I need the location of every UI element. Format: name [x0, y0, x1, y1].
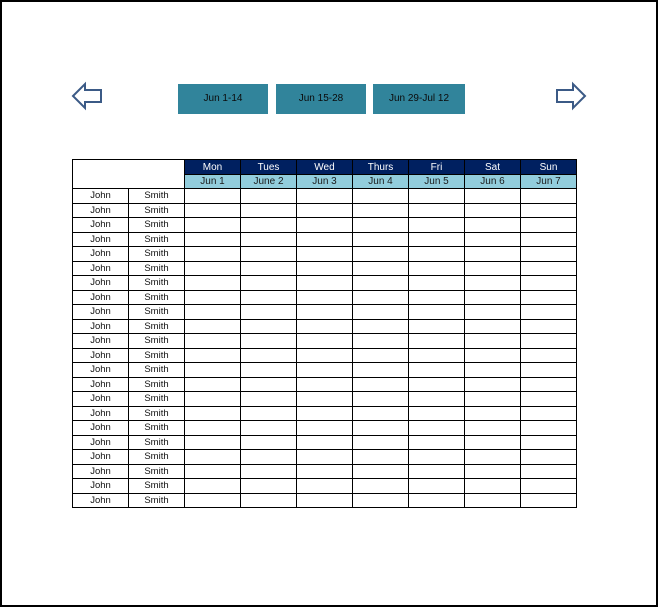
- shift-cell[interactable]: [185, 232, 241, 247]
- shift-cell[interactable]: [353, 363, 409, 378]
- shift-cell[interactable]: [241, 392, 297, 407]
- shift-cell[interactable]: [185, 348, 241, 363]
- shift-cell[interactable]: [409, 406, 465, 421]
- employee-row: [73, 435, 577, 450]
- shift-cell[interactable]: [521, 493, 577, 508]
- first-name-cell: John: [73, 247, 129, 262]
- first-name-cell: John: [73, 450, 129, 465]
- shift-cell[interactable]: [185, 305, 241, 320]
- shift-cell[interactable]: [409, 377, 465, 392]
- shift-cell[interactable]: [185, 247, 241, 262]
- shift-cell[interactable]: [185, 276, 241, 291]
- shift-cell[interactable]: [185, 377, 241, 392]
- shift-cell[interactable]: [353, 421, 409, 436]
- first-name-cell: John: [73, 406, 129, 421]
- shift-cell[interactable]: [185, 319, 241, 334]
- employee-row: [73, 450, 577, 465]
- shift-cell[interactable]: [465, 232, 521, 247]
- employee-row: [73, 319, 577, 334]
- last-name-cell: Smith: [129, 421, 185, 436]
- last-name-cell: Smith: [129, 435, 185, 450]
- shift-cell[interactable]: [297, 392, 353, 407]
- shift-cell[interactable]: [521, 479, 577, 494]
- shift-cell[interactable]: [521, 218, 577, 233]
- shift-cell[interactable]: [241, 334, 297, 349]
- day-header: Fri: [409, 160, 465, 175]
- shift-cell[interactable]: [241, 377, 297, 392]
- shift-cell[interactable]: [465, 261, 521, 276]
- shift-cell[interactable]: [465, 435, 521, 450]
- first-name-cell: John: [73, 464, 129, 479]
- first-name-cell: John: [73, 348, 129, 363]
- shift-cell[interactable]: [353, 319, 409, 334]
- day-header: Mon: [185, 160, 241, 175]
- shift-cell[interactable]: [521, 305, 577, 320]
- shift-cell[interactable]: [297, 348, 353, 363]
- shift-cell[interactable]: [241, 218, 297, 233]
- employee-row: [73, 406, 577, 421]
- shift-cell[interactable]: [241, 290, 297, 305]
- shift-cell[interactable]: [353, 276, 409, 291]
- last-name-cell: Smith: [129, 334, 185, 349]
- shift-cell[interactable]: [353, 464, 409, 479]
- shift-cell[interactable]: [465, 276, 521, 291]
- last-name-cell: Smith: [129, 261, 185, 276]
- shift-cell[interactable]: [465, 348, 521, 363]
- last-name-cell: Smith: [129, 276, 185, 291]
- last-name-cell: Smith: [129, 406, 185, 421]
- date-header: Jun 1: [185, 175, 241, 189]
- shift-cell[interactable]: [465, 319, 521, 334]
- shift-cell[interactable]: [241, 189, 297, 204]
- employee-row: [73, 305, 577, 320]
- shift-cell[interactable]: [185, 218, 241, 233]
- first-name-cell: John: [73, 377, 129, 392]
- shift-cell[interactable]: [353, 479, 409, 494]
- shift-cell[interactable]: [521, 392, 577, 407]
- shift-cell[interactable]: [409, 189, 465, 204]
- shift-cell[interactable]: [521, 290, 577, 305]
- first-name-cell: John: [73, 189, 129, 204]
- shift-cell[interactable]: [241, 464, 297, 479]
- shift-cell[interactable]: [465, 305, 521, 320]
- first-name-cell: John: [73, 392, 129, 407]
- shift-cell[interactable]: [465, 377, 521, 392]
- last-name-cell: Smith: [129, 218, 185, 233]
- shift-cell[interactable]: [409, 232, 465, 247]
- shift-cell[interactable]: [353, 305, 409, 320]
- last-name-cell: Smith: [129, 464, 185, 479]
- shift-cell[interactable]: [353, 406, 409, 421]
- first-name-cell: John: [73, 305, 129, 320]
- employee-row: [73, 421, 577, 436]
- employee-row: [73, 189, 577, 204]
- shift-cell[interactable]: [521, 232, 577, 247]
- shift-cell[interactable]: [185, 406, 241, 421]
- employee-row: [73, 377, 577, 392]
- first-name-cell: John: [73, 232, 129, 247]
- range-button-jun-1-14[interactable]: Jun 1-14: [178, 84, 268, 114]
- last-name-cell: Smith: [129, 363, 185, 378]
- shift-cell[interactable]: [353, 450, 409, 465]
- shift-cell[interactable]: [521, 334, 577, 349]
- shift-cell[interactable]: [185, 435, 241, 450]
- shift-cell[interactable]: [353, 493, 409, 508]
- shift-cell[interactable]: [297, 218, 353, 233]
- shift-cell[interactable]: [409, 305, 465, 320]
- shift-cell[interactable]: [185, 290, 241, 305]
- shift-cell[interactable]: [241, 319, 297, 334]
- shift-cell[interactable]: [521, 203, 577, 218]
- shift-cell[interactable]: [465, 247, 521, 262]
- last-name-cell: Smith: [129, 392, 185, 407]
- shift-cell[interactable]: [409, 363, 465, 378]
- shift-cell[interactable]: [185, 464, 241, 479]
- shift-cell[interactable]: [185, 261, 241, 276]
- shift-cell[interactable]: [185, 334, 241, 349]
- shift-cell[interactable]: [185, 421, 241, 436]
- shift-cell[interactable]: [409, 464, 465, 479]
- date-header: Jun 5: [409, 175, 465, 189]
- last-name-cell: Smith: [129, 203, 185, 218]
- shift-cell[interactable]: [297, 261, 353, 276]
- first-name-cell: John: [73, 319, 129, 334]
- employee-row: [73, 203, 577, 218]
- shift-cell[interactable]: [185, 203, 241, 218]
- shift-cell[interactable]: [521, 363, 577, 378]
- day-header-row: [73, 160, 577, 175]
- last-name-cell: Smith: [129, 247, 185, 262]
- shift-cell[interactable]: [409, 450, 465, 465]
- shift-cell[interactable]: [409, 421, 465, 436]
- day-header: Tues: [241, 160, 297, 175]
- first-name-cell: John: [73, 493, 129, 508]
- shift-cell[interactable]: [521, 377, 577, 392]
- shift-cell[interactable]: [241, 421, 297, 436]
- shift-cell[interactable]: [465, 189, 521, 204]
- last-name-cell: Smith: [129, 305, 185, 320]
- header-corner-cell: [73, 160, 185, 189]
- shift-cell[interactable]: [297, 290, 353, 305]
- shift-cell[interactable]: [241, 348, 297, 363]
- last-name-cell: Smith: [129, 493, 185, 508]
- shift-cell[interactable]: [297, 421, 353, 436]
- employee-row: [73, 493, 577, 508]
- shift-cell[interactable]: [297, 276, 353, 291]
- shift-cell[interactable]: [241, 232, 297, 247]
- shift-cell[interactable]: [353, 348, 409, 363]
- last-name-cell: Smith: [129, 290, 185, 305]
- range-button-jun-29-jul-12[interactable]: Jun 29-Jul 12: [373, 84, 465, 114]
- shift-cell[interactable]: [353, 435, 409, 450]
- shift-cell[interactable]: [409, 290, 465, 305]
- day-header: Wed: [297, 160, 353, 175]
- shift-cell[interactable]: [297, 464, 353, 479]
- shift-cell[interactable]: [409, 261, 465, 276]
- shift-cell[interactable]: [465, 493, 521, 508]
- shift-cell[interactable]: [241, 261, 297, 276]
- first-name-cell: John: [73, 363, 129, 378]
- date-header: Jun 4: [353, 175, 409, 189]
- shift-cell[interactable]: [241, 247, 297, 262]
- last-name-cell: Smith: [129, 479, 185, 494]
- shift-cell[interactable]: [465, 334, 521, 349]
- shift-cell[interactable]: [353, 377, 409, 392]
- shift-cell[interactable]: [241, 406, 297, 421]
- shift-cell[interactable]: [521, 464, 577, 479]
- last-name-cell: Smith: [129, 348, 185, 363]
- first-name-cell: John: [73, 218, 129, 233]
- day-header: Thurs: [353, 160, 409, 175]
- arrow-right-icon[interactable]: [555, 80, 587, 112]
- first-name-cell: John: [73, 421, 129, 436]
- employee-row: [73, 363, 577, 378]
- arrow-left-icon[interactable]: [71, 80, 103, 112]
- shift-cell[interactable]: [521, 421, 577, 436]
- shift-cell[interactable]: [465, 203, 521, 218]
- employee-row: [73, 218, 577, 233]
- shift-cell[interactable]: [409, 218, 465, 233]
- employee-row: [73, 348, 577, 363]
- shift-cell[interactable]: [297, 435, 353, 450]
- shift-cell[interactable]: [297, 189, 353, 204]
- shift-cell[interactable]: [409, 276, 465, 291]
- employee-row: [73, 247, 577, 262]
- shift-cell[interactable]: [241, 493, 297, 508]
- employee-row: [73, 479, 577, 494]
- shift-cell[interactable]: [409, 435, 465, 450]
- shift-cell[interactable]: [353, 232, 409, 247]
- first-name-cell: John: [73, 435, 129, 450]
- shift-cell[interactable]: [521, 261, 577, 276]
- first-name-cell: John: [73, 479, 129, 494]
- shift-cell[interactable]: [353, 203, 409, 218]
- employee-row: [73, 232, 577, 247]
- shift-cell[interactable]: [241, 363, 297, 378]
- first-name-cell: John: [73, 290, 129, 305]
- day-header: Sun: [521, 160, 577, 175]
- employee-row: [73, 290, 577, 305]
- shift-cell[interactable]: [521, 348, 577, 363]
- shift-cell[interactable]: [297, 493, 353, 508]
- shift-cell[interactable]: [465, 392, 521, 407]
- day-header: Sat: [465, 160, 521, 175]
- shift-cell[interactable]: [521, 406, 577, 421]
- range-button-jun-15-28[interactable]: Jun 15-28: [276, 84, 366, 114]
- last-name-cell: Smith: [129, 319, 185, 334]
- shift-cell[interactable]: [353, 218, 409, 233]
- date-header: Jun 6: [465, 175, 521, 189]
- date-header: Jun 7: [521, 175, 577, 189]
- shift-cell[interactable]: [521, 435, 577, 450]
- shift-cell[interactable]: [465, 218, 521, 233]
- shift-cell[interactable]: [353, 392, 409, 407]
- schedule-table: [72, 159, 577, 508]
- shift-cell[interactable]: [353, 247, 409, 262]
- shift-cell[interactable]: [241, 203, 297, 218]
- shift-cell[interactable]: [465, 479, 521, 494]
- first-name-cell: John: [73, 334, 129, 349]
- first-name-cell: John: [73, 276, 129, 291]
- shift-cell[interactable]: [297, 247, 353, 262]
- shift-cell[interactable]: [409, 479, 465, 494]
- shift-cell[interactable]: [465, 363, 521, 378]
- shift-cell[interactable]: [297, 450, 353, 465]
- first-name-cell: John: [73, 261, 129, 276]
- shift-cell[interactable]: [409, 203, 465, 218]
- shift-cell[interactable]: [185, 189, 241, 204]
- shift-cell[interactable]: [241, 450, 297, 465]
- shift-cell[interactable]: [409, 334, 465, 349]
- date-header: Jun 3: [297, 175, 353, 189]
- shift-cell[interactable]: [297, 305, 353, 320]
- shift-cell[interactable]: [521, 276, 577, 291]
- shift-cell[interactable]: [297, 319, 353, 334]
- shift-cell[interactable]: [185, 392, 241, 407]
- shift-cell[interactable]: [521, 319, 577, 334]
- shift-cell[interactable]: [185, 479, 241, 494]
- shift-cell[interactable]: [185, 493, 241, 508]
- shift-cell[interactable]: [185, 450, 241, 465]
- schedule-body: [73, 189, 577, 508]
- shift-cell[interactable]: [297, 406, 353, 421]
- last-name-cell: Smith: [129, 232, 185, 247]
- employee-row: [73, 276, 577, 291]
- shift-cell[interactable]: [241, 435, 297, 450]
- shift-cell[interactable]: [241, 305, 297, 320]
- employee-row: [73, 261, 577, 276]
- shift-cell[interactable]: [409, 348, 465, 363]
- employee-row: [73, 392, 577, 407]
- shift-cell[interactable]: [465, 406, 521, 421]
- shift-cell[interactable]: [353, 334, 409, 349]
- shift-cell[interactable]: [409, 493, 465, 508]
- employee-row: [73, 464, 577, 479]
- shift-cell[interactable]: [521, 450, 577, 465]
- shift-cell[interactable]: [297, 232, 353, 247]
- shift-cell[interactable]: [521, 247, 577, 262]
- shift-cell[interactable]: [353, 290, 409, 305]
- date-header: June 2: [241, 175, 297, 189]
- employee-row: [73, 334, 577, 349]
- shift-cell[interactable]: [465, 450, 521, 465]
- shift-cell[interactable]: [465, 290, 521, 305]
- last-name-cell: Smith: [129, 450, 185, 465]
- last-name-cell: Smith: [129, 189, 185, 204]
- shift-cell[interactable]: [521, 189, 577, 204]
- first-name-cell: John: [73, 203, 129, 218]
- shift-cell[interactable]: [409, 392, 465, 407]
- shift-cell[interactable]: [241, 276, 297, 291]
- shift-cell[interactable]: [353, 261, 409, 276]
- shift-cell[interactable]: [465, 421, 521, 436]
- shift-cell[interactable]: [353, 189, 409, 204]
- shift-cell[interactable]: [409, 319, 465, 334]
- shift-cell[interactable]: [297, 334, 353, 349]
- shift-cell[interactable]: [297, 479, 353, 494]
- shift-cell[interactable]: [241, 479, 297, 494]
- shift-cell[interactable]: [297, 203, 353, 218]
- shift-cell[interactable]: [465, 464, 521, 479]
- shift-cell[interactable]: [297, 363, 353, 378]
- shift-cell[interactable]: [409, 247, 465, 262]
- shift-cell[interactable]: [297, 377, 353, 392]
- last-name-cell: Smith: [129, 377, 185, 392]
- shift-cell[interactable]: [185, 363, 241, 378]
